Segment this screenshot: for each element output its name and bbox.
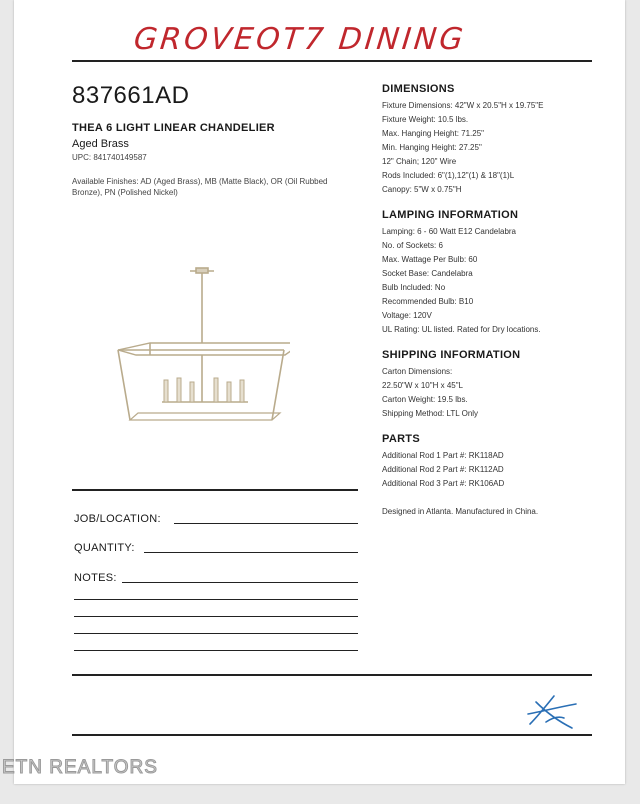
parts-title: PARTS [382,433,420,445]
spec-sheet-page [14,0,625,784]
spec-line: No. of Sockets: 6 [382,241,443,250]
spec-line: Max. Wattage Per Bulb: 60 [382,255,478,264]
spec-column [382,83,592,519]
available-finishes-note: Available Finishes: AD (Aged Brass), MB (Matte Black), OR (Oil Rubbed Bronze), PN (Polished Nickel) [72,177,328,197]
handwritten-title: GROVEOT7 DINING [132,22,468,57]
spec-line: Fixture Weight: 10.5 lbs. [382,115,469,124]
shipping-section [382,349,592,421]
quantity-label: QUANTITY: [74,542,135,554]
lamping-title: LAMPING INFORMATION [382,209,519,221]
spec-line: Recommended Bulb: B10 [382,297,474,306]
spec-line: Rods Included: 6"(1),12"(1) & 18"(1)L [382,171,515,180]
notes-field-line[interactable] [74,650,358,651]
spec-line: Additional Rod 2 Part #: RK112AD [382,465,504,474]
signature-mark [524,692,580,732]
spec-line: Bulb Included: No [382,283,446,292]
spec-line: UL Rating: UL listed. Rated for Dry locations. [382,325,541,334]
notes-field-line[interactable] [74,633,358,634]
top-divider [72,60,592,62]
spec-line: 22.50"W x 10"H x 45"L [382,381,464,390]
job-location-label: JOB/LOCATION: [74,513,161,525]
spec-line: Additional Rod 3 Part #: RK106AD [382,479,505,488]
spec-line: 12" Chain; 120" Wire [382,157,457,166]
spec-line: Lamping: 6 - 60 Watt E12 Candelabra [382,227,517,236]
spec-line: Min. Hanging Height: 27.25" [382,143,482,152]
shipping-title: SHIPPING INFORMATION [382,349,521,361]
spec-line: Additional Rod 1 Part #: RK118AD [382,451,504,460]
spec-line: Canopy: 5"W x 0.75"H [382,185,462,194]
signature-line [72,734,592,736]
product-name: THEA 6 LIGHT LINEAR CHANDELIER [72,122,275,134]
spec-line: Fixture Dimensions: 42"W x 20.5"H x 19.75"E [382,101,544,110]
spec-line: Carton Dimensions: [382,367,453,376]
quantity-field[interactable] [144,552,358,553]
chandelier-illustration [110,265,290,430]
bottom-divider [72,674,592,676]
designed-in-note: Designed in Atlanta. Manufactured in China. [382,507,539,516]
job-location-field[interactable] [174,523,358,524]
notes-label: NOTES: [74,572,117,584]
notes-field-line[interactable] [122,582,358,583]
form-top-divider [72,489,358,491]
lamping-section [382,209,592,337]
dimensions-title: DIMENSIONS [382,83,455,95]
realtor-watermark: ETN REALTORS [2,757,158,778]
spec-line: Voltage: 120V [382,311,432,320]
parts-section [382,433,592,491]
sku-number: 837661AD [72,82,190,109]
spec-line: Shipping Method: LTL Only [382,409,479,418]
dimensions-section [382,83,592,197]
upc-code: UPC: 841740149587 [72,153,147,162]
product-finish: Aged Brass [72,138,129,150]
spec-line: Socket Base: Candelabra [382,269,473,278]
spec-line: Carton Weight: 19.5 lbs. [382,395,468,404]
notes-field-line[interactable] [74,599,358,600]
spec-line: Max. Hanging Height: 71.25" [382,129,485,138]
notes-field-line[interactable] [74,616,358,617]
